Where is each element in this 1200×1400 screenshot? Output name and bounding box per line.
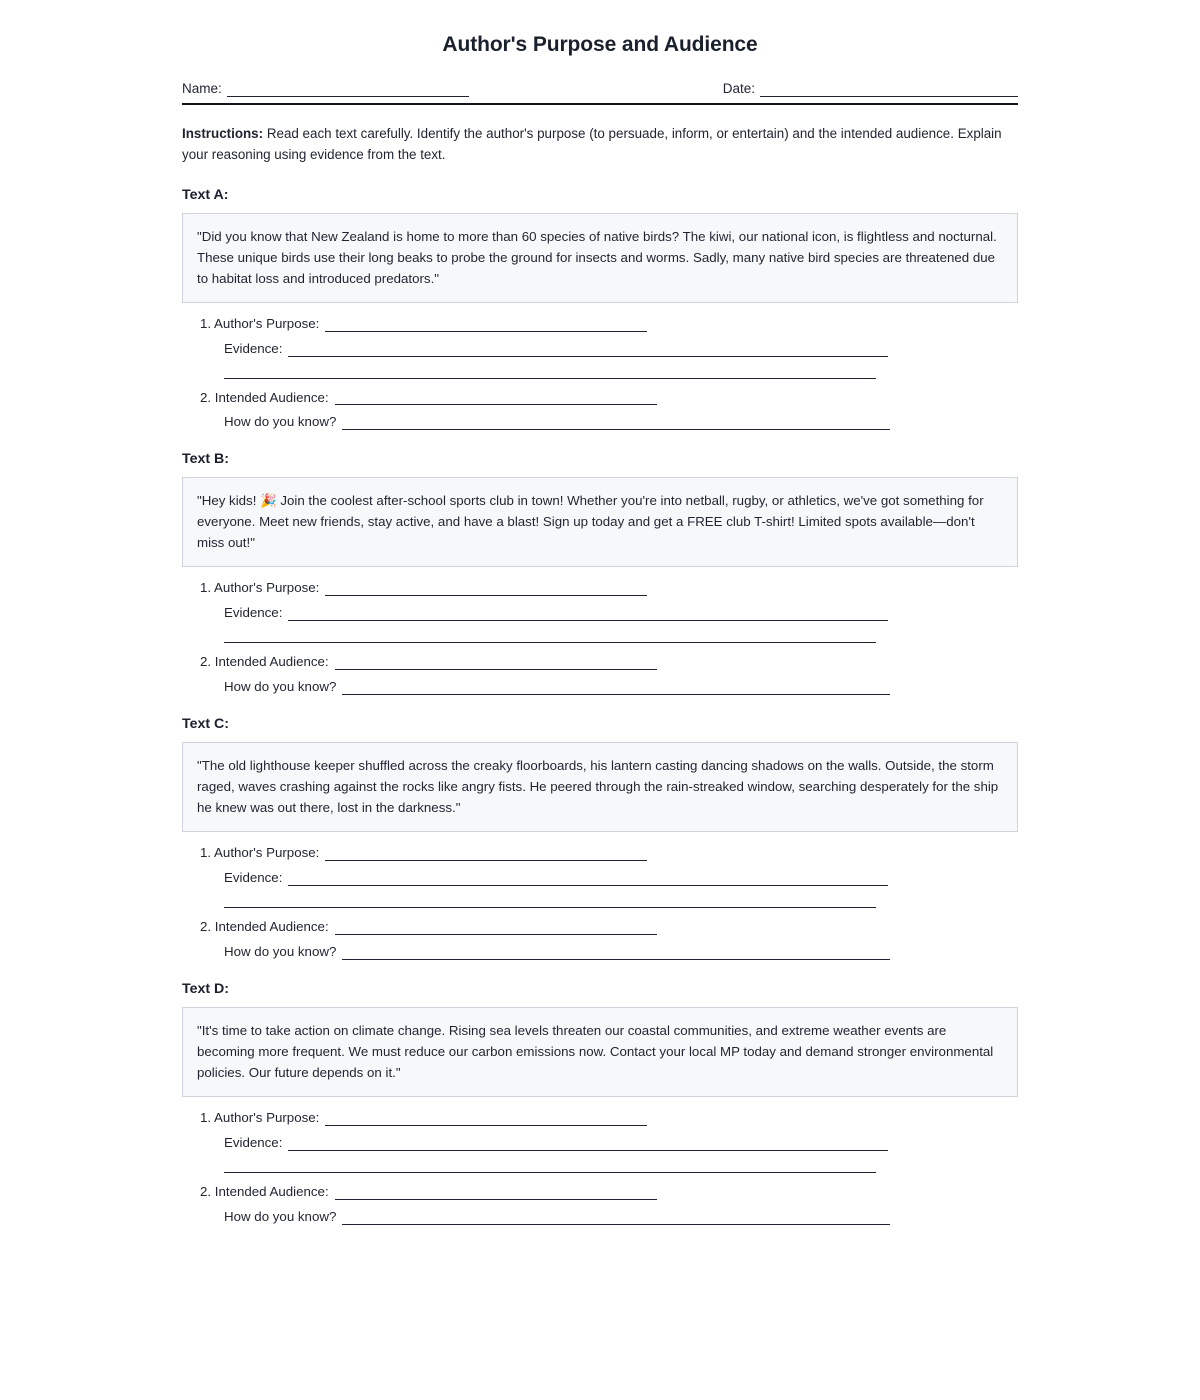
question-evidence[interactable] xyxy=(200,1135,1018,1151)
audience-answer-line[interactable] xyxy=(335,392,657,405)
evidence-answer-line-2[interactable] xyxy=(224,630,876,643)
question-evidence-continued[interactable] xyxy=(200,1160,1018,1173)
evidence-answer-line-2[interactable] xyxy=(224,895,876,908)
question-evidence[interactable] xyxy=(200,341,1018,357)
purpose-label: 1. Author's Purpose: xyxy=(200,580,320,596)
instructions-label: Instructions: xyxy=(182,126,264,142)
section-heading: Text D: xyxy=(182,981,230,998)
how-label: How do you know? xyxy=(224,944,337,960)
audience-label: 2. Intended Audience: xyxy=(200,1183,329,1199)
question-how-do-you-know[interactable] xyxy=(200,944,1018,960)
question-evidence-continued[interactable] xyxy=(200,630,1018,643)
audience-answer-line[interactable] xyxy=(335,1187,657,1200)
purpose-answer-line[interactable] xyxy=(325,583,647,596)
instructions-body: Read each text carefully. Identify the author's purpose (to persuade, inform, or entertain) and the intended audience. Explain your reasoning using evidence from the text. xyxy=(182,126,1002,162)
text-section xyxy=(182,716,1018,960)
how-answer-line[interactable] xyxy=(342,417,890,430)
name-blank-line[interactable] xyxy=(227,84,469,97)
passage-box: "Did you know that New Zealand is home to more than 60 species of native birds? The kiwi, our national icon, is flightless and nocturnal. These unique birds use their long beaks to probe the ground for insects and worms. Sadly, many native bird species are threatened due to habitat loss and introduced predators." xyxy=(182,213,1018,303)
purpose-answer-line[interactable] xyxy=(325,848,647,861)
evidence-answer-line[interactable] xyxy=(288,1138,888,1151)
purpose-answer-line[interactable] xyxy=(325,1113,647,1126)
evidence-label: Evidence: xyxy=(224,1135,283,1151)
purpose-label: 1. Author's Purpose: xyxy=(200,1110,320,1126)
question-block xyxy=(182,316,1018,431)
instructions xyxy=(182,124,1018,166)
name-field[interactable] xyxy=(182,82,469,97)
audience-label: 2. Intended Audience: xyxy=(200,654,329,670)
question-purpose[interactable] xyxy=(200,845,1018,861)
section-heading: Text A: xyxy=(182,186,229,203)
evidence-answer-line-2[interactable] xyxy=(224,366,876,379)
how-answer-line[interactable] xyxy=(342,1212,890,1225)
question-audience[interactable] xyxy=(200,1184,1018,1200)
passage-box: "Hey kids! 🎉 Join the coolest after-school sports club in town! Whether you're into netball, rugby, or athletics, we've got something for everyone. Meet new friends, stay active, and have a blast! Sign up today and get a FREE club T-shirt! Limited spots available—don't miss out!" xyxy=(182,477,1018,567)
date-label: Date: xyxy=(722,81,755,97)
question-how-do-you-know[interactable] xyxy=(200,414,1018,430)
text-section xyxy=(182,981,1018,1225)
question-audience[interactable] xyxy=(200,390,1018,406)
section-heading: Text C: xyxy=(182,716,230,733)
purpose-answer-line[interactable] xyxy=(325,319,647,332)
question-evidence[interactable] xyxy=(200,870,1018,886)
audience-answer-line[interactable] xyxy=(335,657,657,670)
text-section xyxy=(182,187,1018,431)
date-field[interactable] xyxy=(723,82,1018,97)
how-label: How do you know? xyxy=(224,1208,337,1224)
evidence-label: Evidence: xyxy=(224,605,283,621)
question-purpose[interactable] xyxy=(200,316,1018,332)
question-audience[interactable] xyxy=(200,919,1018,935)
question-evidence[interactable] xyxy=(200,605,1018,621)
evidence-label: Evidence: xyxy=(224,870,283,886)
evidence-answer-line-2[interactable] xyxy=(224,1160,876,1173)
how-label: How do you know? xyxy=(224,679,337,695)
purpose-label: 1. Author's Purpose: xyxy=(200,845,320,861)
how-label: How do you know? xyxy=(224,414,337,430)
question-audience[interactable] xyxy=(200,654,1018,670)
evidence-answer-line[interactable] xyxy=(288,608,888,621)
question-evidence-continued[interactable] xyxy=(200,366,1018,379)
section-heading: Text B: xyxy=(182,451,230,468)
evidence-answer-line[interactable] xyxy=(288,873,888,886)
audience-label: 2. Intended Audience: xyxy=(200,389,329,405)
passage-box: "It's time to take action on climate change. Rising sea levels threaten our coastal communities, and extreme weather events are becoming more frequent. We must reduce our carbon emissions now. Contact your local MP today and demand stronger environmental policies. Our future depends on it." xyxy=(182,1007,1018,1097)
question-how-do-you-know[interactable] xyxy=(200,679,1018,695)
header-divider xyxy=(182,103,1018,105)
question-evidence-continued[interactable] xyxy=(200,895,1018,908)
passage-box: "The old lighthouse keeper shuffled across the creaky floorboards, his lantern casting dancing shadows on the walls. Outside, the storm raged, waves crashing against the rocks like angry fists. He peered through the rain-streaked window, searching desperately for the ship he knew was out there, lost in the darkness." xyxy=(182,742,1018,832)
purpose-label: 1. Author's Purpose: xyxy=(200,315,320,331)
how-answer-line[interactable] xyxy=(342,947,890,960)
evidence-answer-line[interactable] xyxy=(288,344,888,357)
name-label: Name: xyxy=(182,81,222,97)
date-blank-line[interactable] xyxy=(760,84,1018,97)
evidence-label: Evidence: xyxy=(224,340,283,356)
sections-container xyxy=(182,187,1018,1225)
question-how-do-you-know[interactable] xyxy=(200,1209,1018,1225)
question-purpose[interactable] xyxy=(200,1110,1018,1126)
question-block xyxy=(182,580,1018,695)
audience-label: 2. Intended Audience: xyxy=(200,919,329,935)
question-block xyxy=(182,845,1018,960)
page-title: Author's Purpose and Audience xyxy=(442,33,758,56)
question-purpose[interactable] xyxy=(200,580,1018,596)
audience-answer-line[interactable] xyxy=(335,922,657,935)
name-date-row xyxy=(182,82,1018,97)
how-answer-line[interactable] xyxy=(342,682,890,695)
question-block xyxy=(182,1110,1018,1225)
text-section xyxy=(182,451,1018,695)
